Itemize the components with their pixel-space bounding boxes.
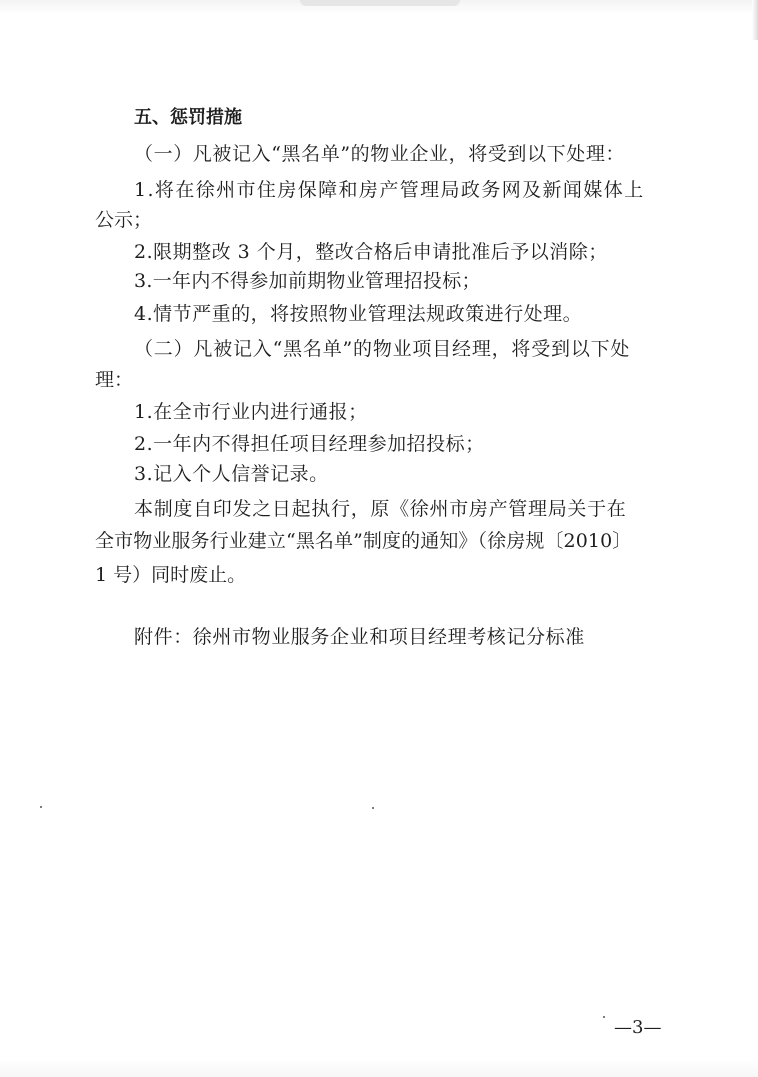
scan-edge-shadow-right bbox=[752, 0, 758, 40]
paragraph-line: 公示； bbox=[95, 209, 153, 231]
scan-speck bbox=[40, 806, 42, 808]
section-heading: 五、惩罚措施 bbox=[134, 107, 242, 128]
paragraph-line: 本制度自印发之日起执行，原《徐州市房产管理局关于在 bbox=[134, 498, 627, 520]
paragraph-line: （一）凡被记入“黑名单”的物业企业，将受到以下处理： bbox=[134, 143, 626, 165]
paragraph-line: 3.记入个人信誉记录。 bbox=[134, 463, 329, 485]
paragraph-line: 2.一年内不得担任项目经理参加招投标； bbox=[134, 433, 485, 455]
paragraph-line: 1.将在徐州市住房保障和房产管理局政务网及新闻媒体上 bbox=[134, 179, 645, 201]
paragraph-line: 3.一年内不得参加前期物业管理招投标； bbox=[134, 270, 481, 292]
paragraph-line: 4.情节严重的，将按照物业管理法规政策进行处理。 bbox=[134, 303, 583, 325]
paragraph-line: 1 号）同时废止。 bbox=[95, 564, 247, 586]
paragraph-line: 1.在全市行业内进行通报； bbox=[134, 401, 368, 423]
scan-speck bbox=[603, 1016, 605, 1018]
page-number: —3— bbox=[614, 1017, 662, 1038]
scan-edge-shadow bbox=[300, 0, 460, 6]
paragraph-line: （二）凡被记入“黑名单”的物业项目经理，将受到以下处 bbox=[134, 338, 631, 360]
attachment-line: 附件：徐州市物业服务企业和项目经理考核记分标准 bbox=[134, 626, 585, 648]
paragraph-line: 理： bbox=[95, 369, 134, 391]
paragraph-line: 全市物业服务行业建立“黑名单”制度的通知》（徐房规〔2010〕 bbox=[95, 530, 632, 552]
paragraph-line: 2.限期整改 3 个月，整改合格后申请批准后予以消除； bbox=[134, 241, 608, 263]
scan-speck bbox=[372, 807, 374, 809]
